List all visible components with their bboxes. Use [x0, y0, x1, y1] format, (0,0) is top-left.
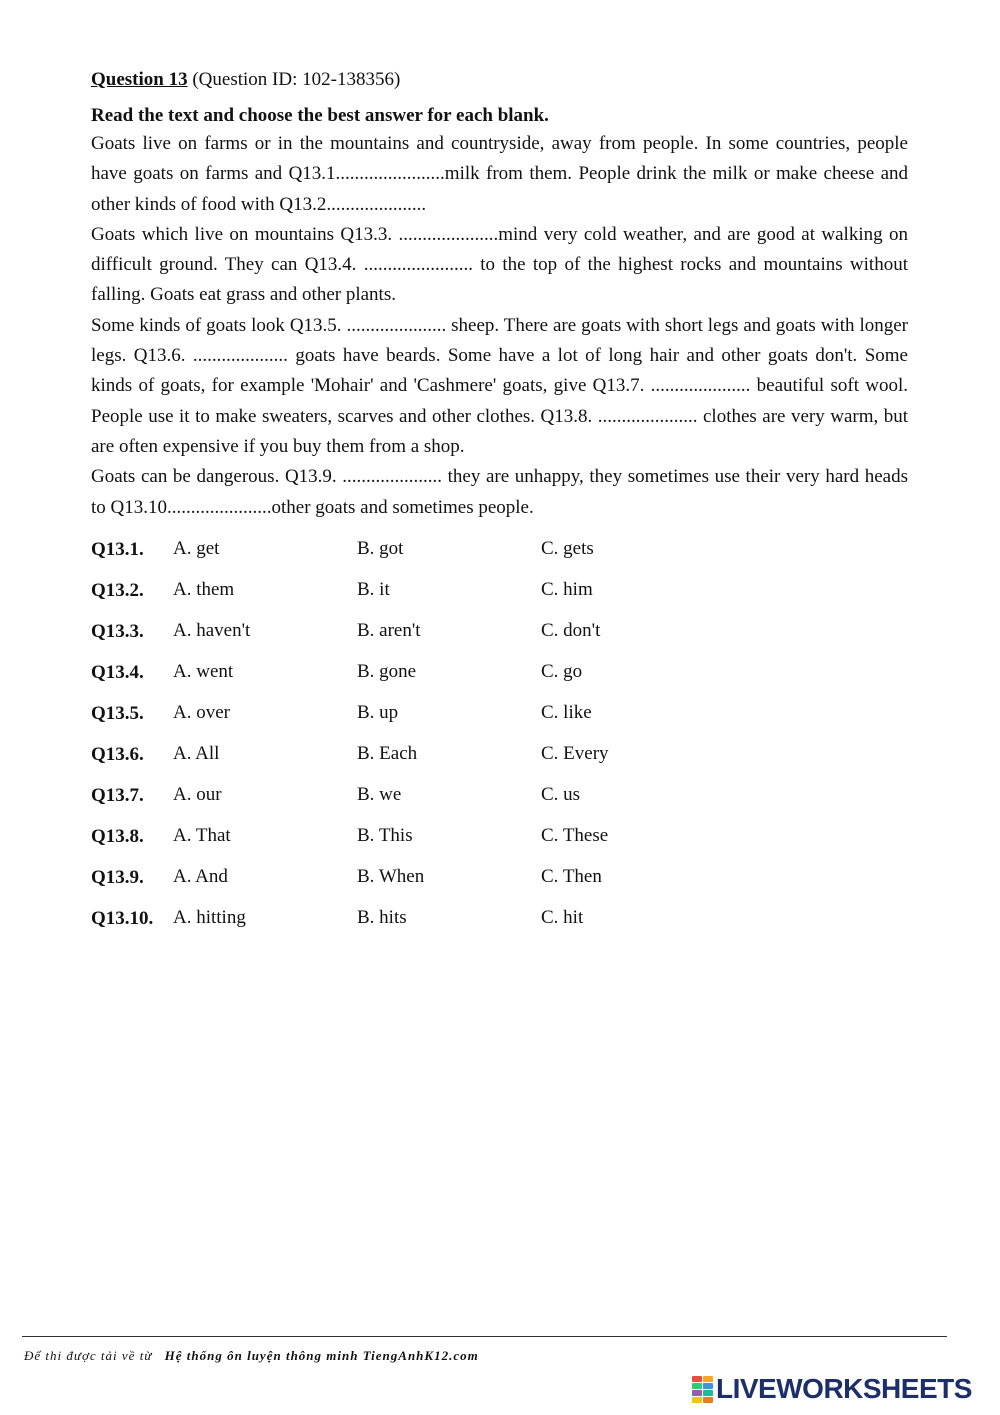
question-label: Q13.8. [91, 826, 144, 847]
question-label: Q13.2. [91, 580, 144, 601]
passage-paragraph: Goats live on farms or in the mountains and countryside, away from people. In some countries, people have goats on farms and Q13.1.......................milk from them. People drink the milk or make cheese and other kinds of food with Q13.2..................... [91, 133, 908, 215]
question-row [91, 700, 791, 741]
option-c[interactable]: C. like [541, 702, 592, 723]
option-a[interactable]: A. get [173, 538, 220, 559]
reading-passage [91, 129, 908, 523]
question-row [91, 823, 791, 864]
option-c[interactable]: C. Every [541, 743, 609, 764]
question-label: Q13.9. [91, 867, 144, 888]
option-c[interactable]: C. go [541, 661, 583, 682]
option-b[interactable]: B. This [357, 825, 413, 846]
option-c[interactable]: C. These [541, 825, 609, 846]
option-b[interactable]: B. got [357, 538, 404, 559]
question-heading [91, 68, 400, 92]
option-a[interactable]: A. That [173, 825, 231, 846]
question-label: Q13.10. [91, 908, 154, 929]
footer-source-label: Để thi được tải về từ [24, 1348, 153, 1363]
option-b[interactable]: B. When [357, 866, 425, 887]
liveworksheets-logo [692, 1373, 972, 1405]
question-number: Question 13 [91, 69, 188, 90]
question-row [91, 536, 791, 577]
footer-source [24, 1348, 479, 1364]
instruction: Read the text and choose the best answer for each blank. [91, 105, 549, 126]
option-a[interactable]: A. hitting [173, 907, 246, 928]
footer-site-name: Hệ thống ôn luyện thông minh TiengAnhK12.com [164, 1348, 479, 1363]
option-c[interactable]: C. Then [541, 866, 602, 887]
option-a[interactable]: A. over [173, 702, 230, 723]
passage-paragraph: Some kinds of goats look Q13.5. ..................... sheep. There are goats with short legs and goats with longer legs. Q13.6. .................... goats have beards. Some have a lot of long hair and other goats don't. Some kinds of goats, for example 'Mohair' and 'Cashmere' goats, give Q13.7. ..................... beautiful soft wool. People use it to make sweaters, scarves and other clothes. Q13.8. ..................... clothes are very warm, but are often expensive if you buy them from a shop. [91, 314, 908, 457]
option-a[interactable]: A. them [173, 579, 235, 600]
question-id: (Question ID: 102-138356) [192, 69, 401, 90]
question-row [91, 577, 791, 618]
footer-divider [22, 1336, 947, 1337]
option-b[interactable]: B. we [357, 784, 402, 805]
option-c[interactable]: C. him [541, 579, 593, 600]
option-b[interactable]: B. aren't [357, 620, 421, 641]
question-label: Q13.1. [91, 539, 144, 560]
brand-name: LIVEWORKSHEETS [716, 1373, 972, 1404]
option-c[interactable]: C. hit [541, 907, 584, 928]
option-b[interactable]: B. gone [357, 661, 417, 682]
passage-paragraph: Goats which live on mountains Q13.3. .....................mind very cold weather, and are good at walking on difficult ground. They can Q13.4. ....................... to the top of the highest rocks and mountains without falling. Goats eat grass and other plants. [91, 223, 908, 306]
question-row [91, 659, 791, 700]
option-c[interactable]: C. us [541, 784, 581, 805]
option-a[interactable]: A. All [173, 743, 220, 764]
option-c[interactable]: C. gets [541, 538, 594, 559]
option-b[interactable]: B. up [357, 702, 399, 723]
passage-paragraph: Goats can be dangerous. Q13.9. ..................... they are unhappy, they sometimes use their very hard heads to Q13.10......................other goats and sometimes people. [91, 466, 908, 518]
question-label: Q13.4. [91, 662, 144, 683]
option-b[interactable]: B. Each [357, 743, 418, 764]
question-label: Q13.6. [91, 744, 144, 765]
option-a[interactable]: A. our [173, 784, 222, 805]
question-row [91, 782, 791, 823]
answer-options-list [91, 536, 791, 946]
question-row [91, 864, 791, 905]
question-row [91, 905, 791, 946]
option-a[interactable]: A. And [173, 866, 228, 887]
option-a[interactable]: A. went [173, 661, 234, 682]
question-label: Q13.5. [91, 703, 144, 724]
question-row [91, 741, 791, 782]
option-c[interactable]: C. don't [541, 620, 601, 641]
option-b[interactable]: B. hits [357, 907, 407, 928]
question-label: Q13.3. [91, 621, 144, 642]
option-b[interactable]: B. it [357, 579, 390, 600]
question-row [91, 618, 791, 659]
option-a[interactable]: A. haven't [173, 620, 251, 641]
liveworksheets-logo-icon [692, 1375, 714, 1403]
question-label: Q13.7. [91, 785, 144, 806]
